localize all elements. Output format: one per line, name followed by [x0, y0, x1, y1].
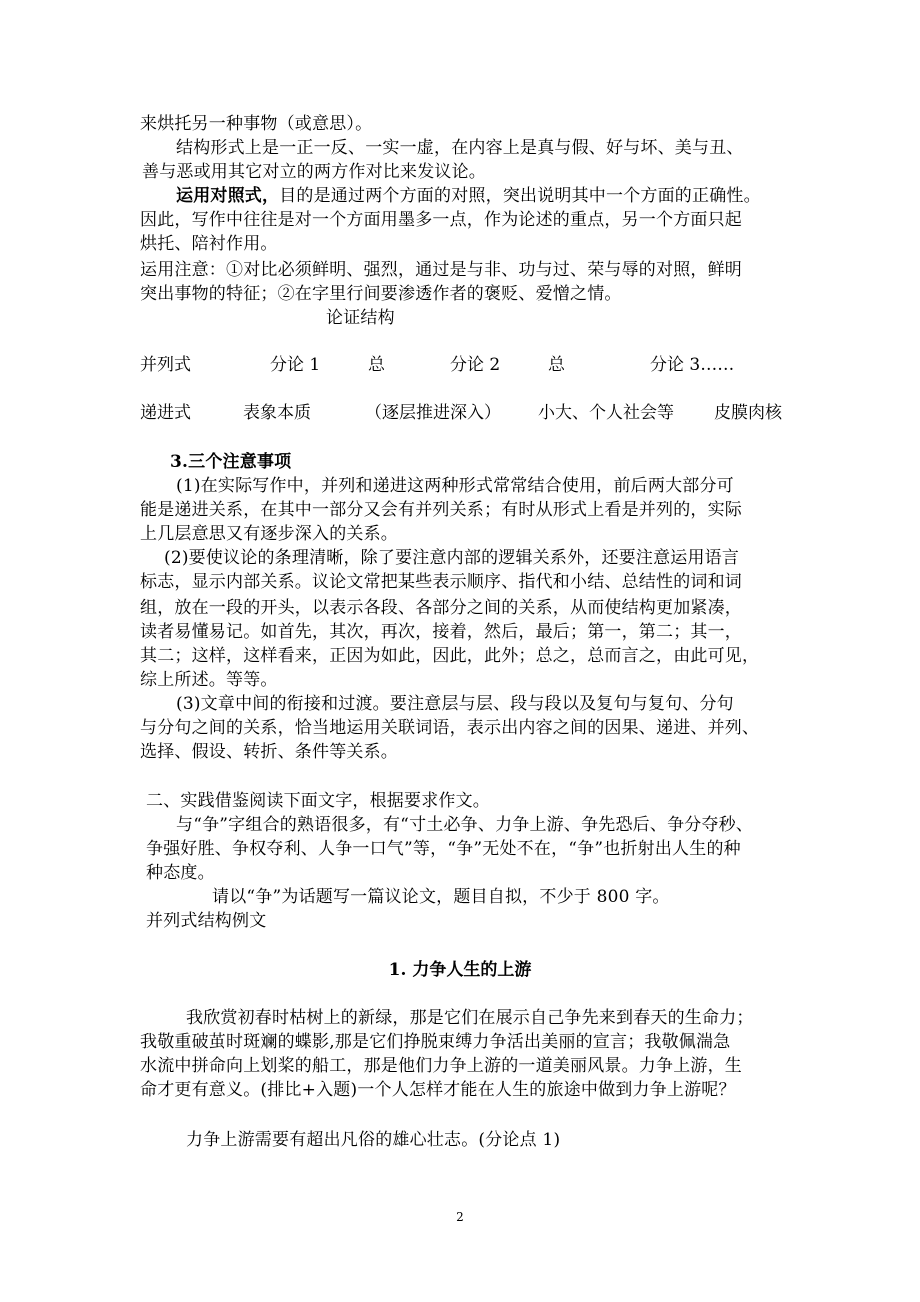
bold-term: 运用对照式，	[176, 186, 280, 206]
structure-cell: 分论 3……	[650, 355, 735, 375]
text-line: 烘托、陪衬作用。	[140, 234, 278, 254]
structure-cell: 分论 1	[270, 355, 321, 375]
structure-cell: 并列式	[140, 355, 191, 375]
text-line: 并列式结构例文	[146, 911, 267, 931]
text-line: 因此，写作中往往是对一个方面用墨多一点，作为论述的重点，另一个方面只起	[140, 210, 742, 230]
text-line: 与“争”字组合的熟语很多，有“寸土必争、力争上游、争先恐后、争分夺秒、	[176, 815, 754, 835]
text-line: 力争上游需要有超出凡俗的雄心壮志。(分论点 1)	[186, 1130, 561, 1150]
text-line: (2)要使议论的条理清晰，除了要注意内部的逻辑关系外，还要注意运用语言	[164, 548, 740, 568]
text-line: 种态度。	[146, 863, 215, 883]
text-line: 标志，显示内部关系。议论文常把某些表示顺序、指代和小结、总结性的词和词	[140, 572, 742, 592]
text-line: 我敬重破茧时斑斓的蝶影,那是它们挣脱束缚力争活出美丽的宣言；我敬佩湍急	[140, 1032, 731, 1052]
text-line: 水流中拼命向上划桨的船工，那是他们力争上游的一道美丽风景。力争上游，生	[140, 1056, 742, 1076]
text-line: 其二；这样，这样看来，正因为如此，因此，此外；总之，总而言之，由此可见，	[140, 646, 760, 666]
text-line: (1)在实际写作中，并列和递进这两种形式常常结合使用，前后两大部分可	[176, 476, 734, 496]
structure-cell: 递进式	[140, 403, 191, 423]
text-line: 组，放在一段的开头，以表示各段、各部分之间的关系，从而使结构更加紧凑，	[140, 598, 742, 618]
structure-cell: （逐层推进深入）	[365, 403, 501, 423]
text-line	[176, 184, 761, 208]
text-line: 综上所述。等等。	[140, 670, 278, 690]
text-line: 上几层意思又有逐步深入的关系。	[140, 524, 398, 544]
text-line: 选择、假设、转折、条件等关系。	[140, 742, 398, 762]
structure-row-parallel	[0, 353, 920, 377]
text-line: 请以“争”为话题写一篇议论文，题目自拟，不少于 800 字。	[212, 887, 670, 907]
structure-cell: 总	[368, 355, 385, 375]
text-line: 善与恶或用其它对立的两方作对比来发议论。	[142, 162, 486, 182]
structure-cell: 分论 2	[450, 355, 501, 375]
section-heading: 3.三个注意事项	[170, 452, 292, 472]
section-heading: 论证结构	[326, 308, 395, 328]
text-line: 与分句之间的关系，恰当地运用关联词语，表示出内容之间的因果、递进、并列、	[140, 718, 760, 738]
text-span: 目的是通过两个方面的对照，突出说明其中一个方面的正确性。	[279, 186, 761, 206]
structure-cell: 小大、个人社会等	[538, 403, 674, 423]
text-line: 来烘托另一种事物（或意思）。	[140, 114, 373, 134]
text-line: 突出事物的特征；②在字里行间要渗透作者的褒贬、爱憎之情。	[140, 284, 622, 304]
structure-cell: 皮膜肉核	[714, 403, 782, 423]
section-heading: 二、实践借鉴阅读下面文字，根据要求作文。	[146, 791, 490, 811]
structure-row-progressive	[0, 401, 920, 425]
structure-cell: 表象本质	[243, 403, 311, 423]
structure-cell: 总	[548, 355, 565, 375]
text-line: 读者易懂易记。如首先，其次，再次，接着，然后，最后；第一，第二；其一，	[140, 622, 742, 642]
essay-title: 1. 力争人生的上游	[388, 960, 532, 980]
text-line: 争强好胜、争权夺利、人争一口气”等，“争”无处不在，“争”也折射出人生的种	[146, 839, 741, 859]
text-line: 能是递进关系，在其中一部分又会有并列关系；有时从形式上看是并列的，实际	[140, 500, 742, 520]
text-line: (3)文章中间的衔接和过渡。要注意层与层、段与段以及复句与复句、分句	[176, 694, 734, 714]
text-line: 命才更有意义。(排比+入题)一个人怎样才能在人生的旅途中做到力争上游呢？	[140, 1080, 736, 1100]
page-number: 2	[456, 1210, 464, 1224]
text-line: 运用注意：①对比必须鲜明、强烈，通过是与非、功与过、荣与辱的对照，鲜明	[140, 260, 742, 280]
text-line: 我欣赏初春时枯树上的新绿，那是它们在展示自己争先来到春天的生命力；	[186, 1008, 754, 1028]
text-line: 结构形式上是一正一反、一实一虚，在内容上是真与假、好与坏、美与丑、	[176, 138, 744, 158]
